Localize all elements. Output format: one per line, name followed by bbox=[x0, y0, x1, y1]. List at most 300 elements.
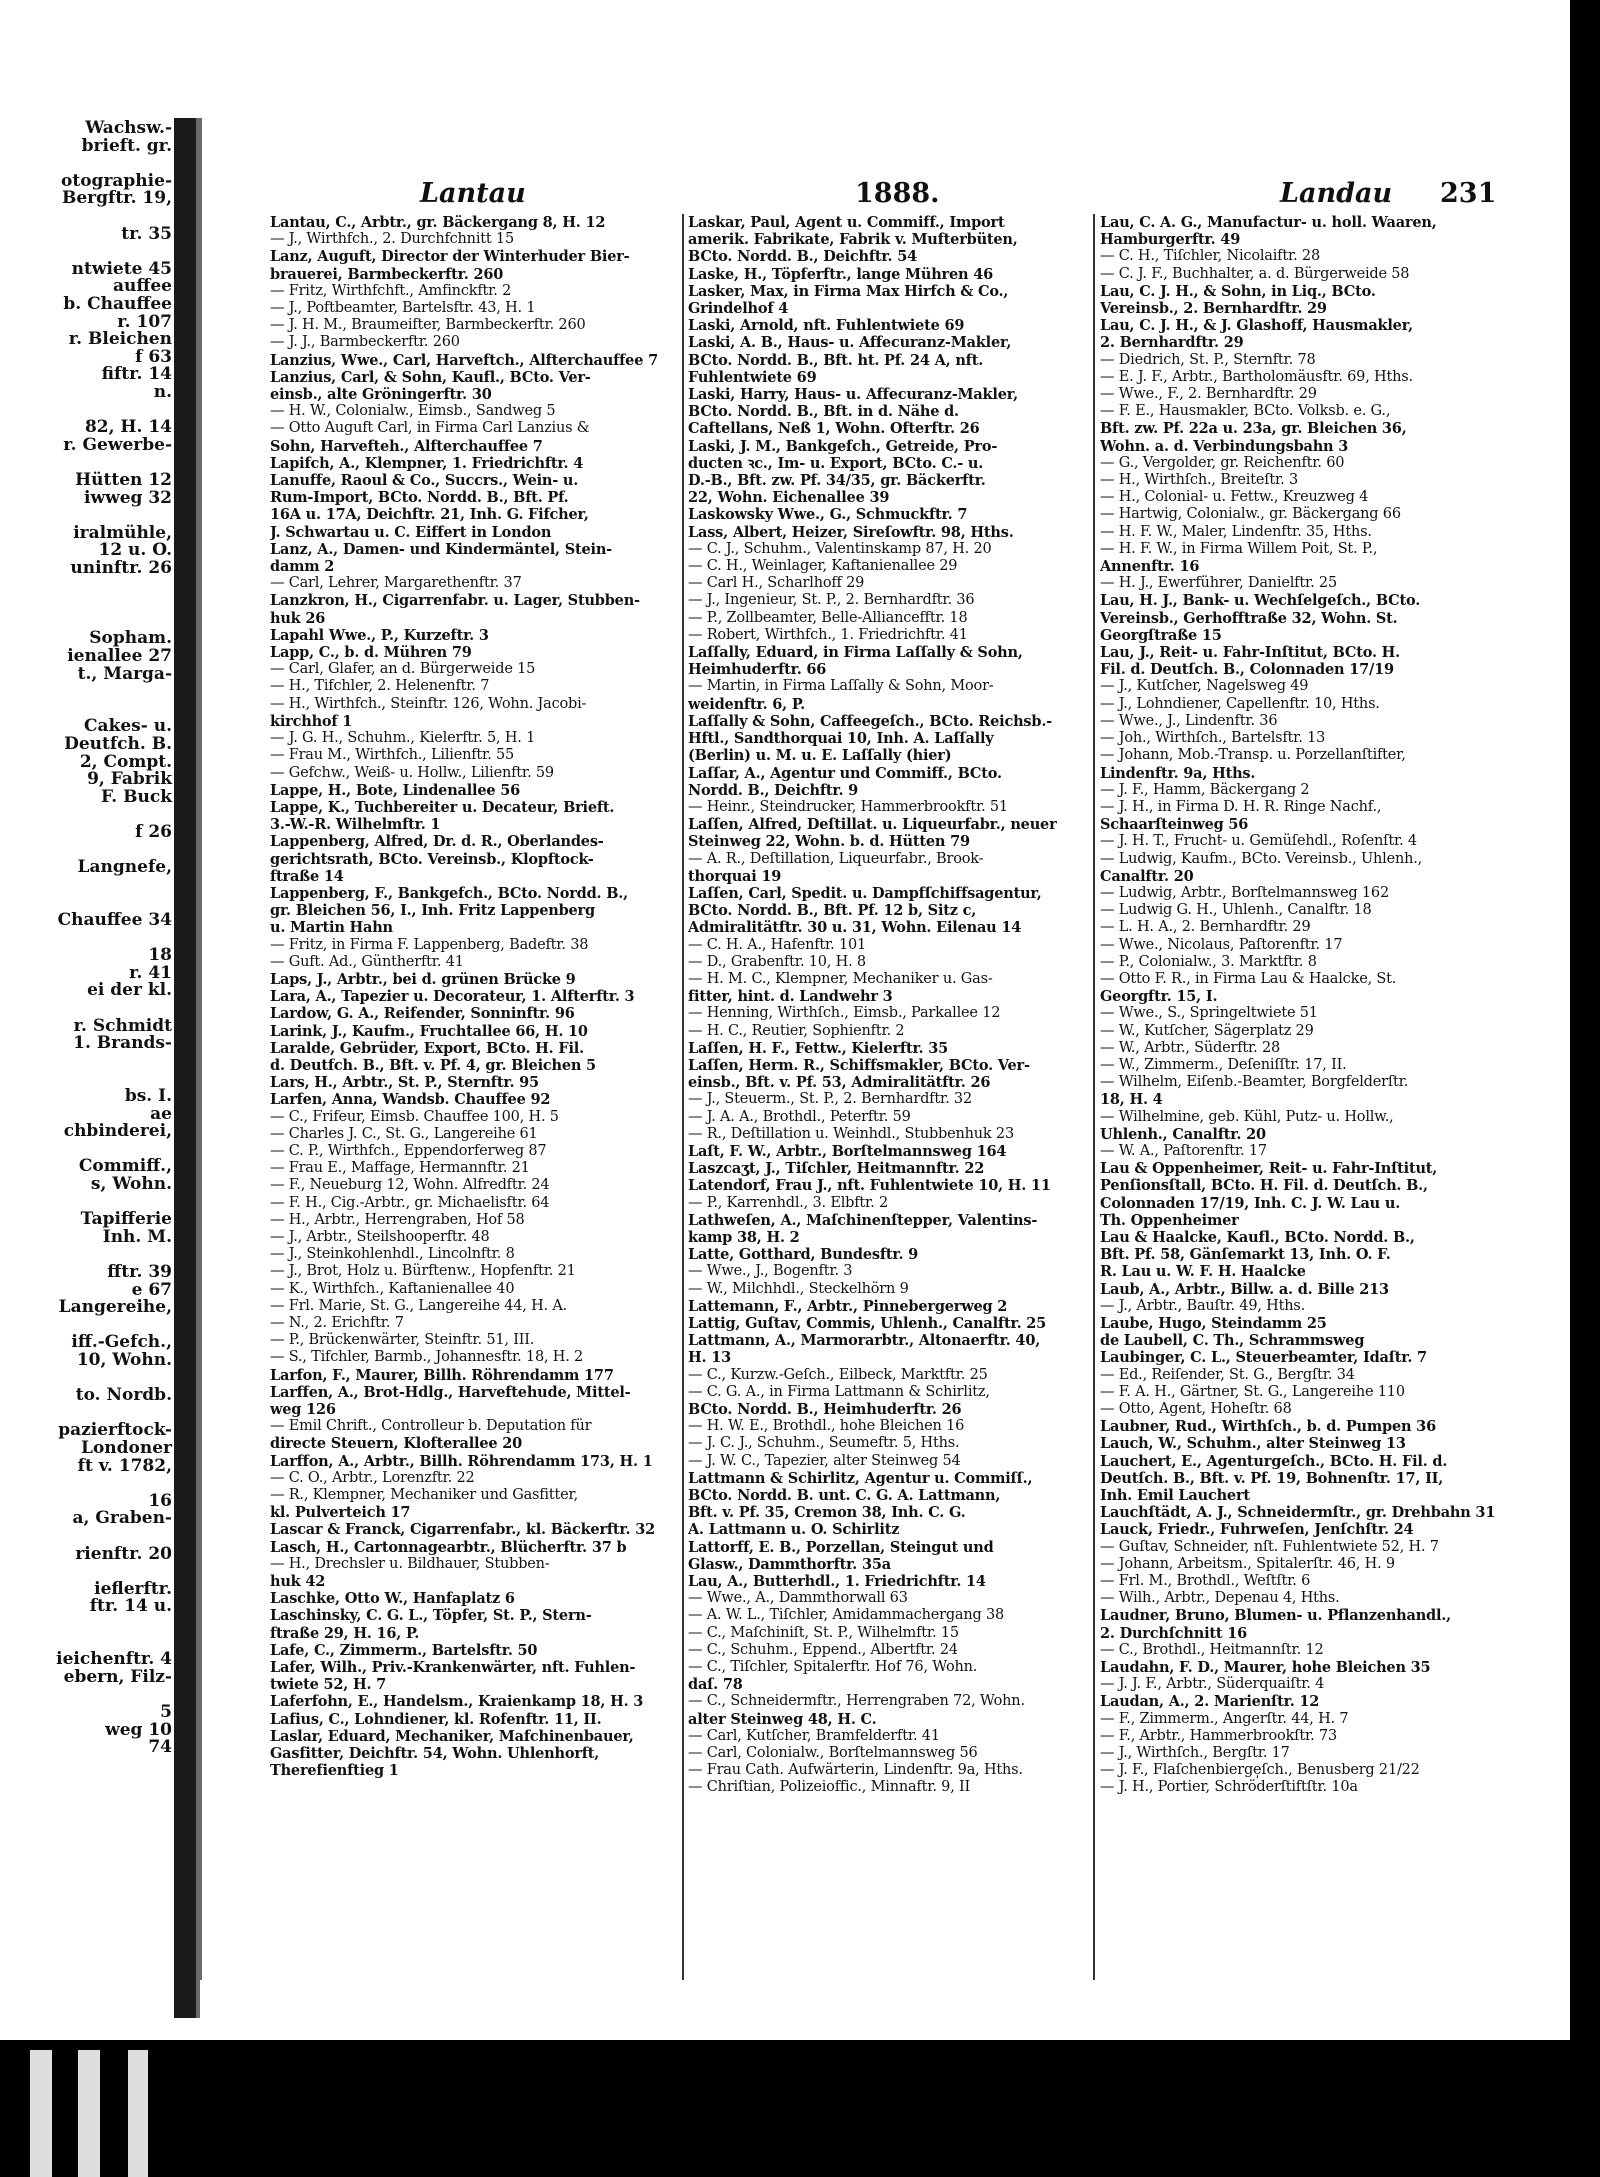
directory-entry: Lattmann, A., Marmorarbtr., Altonaerftr. 40, bbox=[688, 1332, 1041, 1350]
directory-entry: Laubner, Rud., Wirthſch., b. d. Pumpen 36 bbox=[1100, 1418, 1436, 1436]
directory-entry: Lau, A., Butterhdl., 1. Friedrichftr. 14 bbox=[688, 1573, 986, 1591]
previous-page-fragment: 74 bbox=[148, 1737, 172, 1758]
directory-entry: — J., Steuerm., St. P., 2. Bernhardftr. 32 bbox=[688, 1091, 972, 1108]
previous-page-fragment: e 67 bbox=[131, 1279, 172, 1300]
directory-entry: brauerei, Barmbeckerftr. 260 bbox=[270, 265, 504, 283]
scan-corner-marks bbox=[0, 2040, 200, 2177]
directory-entry: Laudan, A., 2. Marienſtr. 12 bbox=[1100, 1693, 1320, 1711]
previous-page-fragment: Langereihe, bbox=[58, 1297, 172, 1318]
directory-entry: — W., Kutſcher, Sägerplatz 29 bbox=[1100, 1022, 1314, 1039]
directory-entry: — F., Zimmerm., Angerſtr. 44, H. 7 bbox=[1100, 1710, 1349, 1727]
directory-entry: ftraße 29, H. 16, P. bbox=[270, 1624, 420, 1642]
directory-entry: Rum-Import, BCto. Nordd. B., Bft. Pf. bbox=[270, 489, 569, 507]
directory-entry: Lantau, C., Arbtr., gr. Bäckergang 8, H. 12 bbox=[270, 214, 606, 231]
directory-entry: alter Steinweg 48, H. C. bbox=[688, 1710, 877, 1728]
directory-entry: Inh. Emil Lauchert bbox=[1100, 1487, 1250, 1505]
directory-entry: — Charles J. C., St. G., Langereihe 61 bbox=[270, 1125, 538, 1142]
directory-entry: — C. J. F., Buchhalter, a. d. Bürgerweide 58 bbox=[1100, 265, 1410, 282]
page-number: 231 bbox=[1440, 178, 1497, 209]
directory-entry: — Guſtav, Schneider, nſt. Fuhlentwiete 52, H. 7 bbox=[1100, 1538, 1439, 1555]
directory-entry: — Otto F. R., in Firma Lau & Haalcke, St. bbox=[1100, 970, 1397, 987]
directory-entry: — H., Colonial- u. Fettw., Kreuzweg 4 bbox=[1100, 489, 1369, 506]
directory-entry: — J. G. H., Schuhm., Kielerftr. 5, H. 1 bbox=[270, 730, 536, 747]
previous-page-fragment: fiftr. 14 bbox=[101, 364, 172, 385]
book-gutter-edge bbox=[196, 118, 202, 2018]
previous-page-fragment: 9, Fabrik bbox=[87, 769, 172, 790]
previous-page-fragment: Tapifferie bbox=[80, 1209, 172, 1230]
directory-entry: — J., Kutſcher, Nagelsweg 49 bbox=[1100, 678, 1309, 695]
directory-entry: d. Deutfch. B., Bft. v. Pf. 4, gr. Bleichen 5 bbox=[270, 1056, 596, 1074]
previous-page-fragment: ae bbox=[150, 1103, 172, 1124]
previous-page-fragment: rienftr. 20 bbox=[75, 1543, 172, 1564]
directory-entry: Lass, Albert, Heizer, Sireſowftr. 98, Hths. bbox=[688, 523, 1014, 541]
directory-entry: — F. H., Cig.-Arbtr., gr. Michaelisftr. 64 bbox=[270, 1194, 550, 1211]
previous-page-fragment: n. bbox=[153, 382, 172, 402]
previous-page-fragment: 5 bbox=[160, 1702, 172, 1722]
directory-entry: Lau, J., Reit- u. Fahr-Inſtitut, BCto. H. bbox=[1100, 644, 1401, 662]
directory-entry: — J. H. T., Frucht- u. Gemüſehdl., Roſenſtr. 4 bbox=[1100, 833, 1417, 850]
directory-entry: Lanz, A., Damen- und Kindermäntel, Stein- bbox=[270, 540, 613, 558]
directory-entry: — H. J., Ewerführer, Danielftr. 25 bbox=[1100, 575, 1337, 592]
directory-entry: Vereinsb., 2. Bernhardftr. 29 bbox=[1100, 300, 1327, 318]
directory-entry: — A. R., Deſtillation, Liqueurfabr., Brook- bbox=[688, 850, 984, 867]
directory-entry: — C. J., Schuhm., Valentinskamp 87, H. 20 bbox=[688, 540, 992, 557]
directory-entry: Bft. Pf. 58, Gänſemarkt 13, Inh. O. F. bbox=[1100, 1246, 1391, 1264]
directory-entry: — Ludwig G. H., Uhlenh., Canalftr. 18 bbox=[1100, 902, 1372, 919]
directory-entry: Laſſen, H. F., Fettw., Kielerftr. 35 bbox=[688, 1039, 949, 1057]
directory-entry: — Frau E., Maffage, Hermannftr. 21 bbox=[270, 1160, 530, 1177]
previous-page-fragment: ntwiete 45 bbox=[71, 258, 172, 279]
directory-entry: H. 13 bbox=[688, 1349, 731, 1367]
directory-entry: Lafius, C., Lohndiener, kl. Rofenftr. 11, II. bbox=[270, 1710, 602, 1728]
previous-page-fragment: ei der kl. bbox=[87, 980, 172, 1001]
directory-entry: Laudner, Bruno, Blumen- u. Pflanzenhandl., bbox=[1100, 1607, 1451, 1625]
directory-entry: — C. H., Weinlager, Kaftanienallee 29 bbox=[688, 558, 958, 575]
directory-entry: Lars, H., Arbtr., St. P., Sternftr. 95 bbox=[270, 1074, 539, 1092]
directory-entry: Lafer, Wilh., Priv.-Krankenwärter, nft. Fuhlen- bbox=[270, 1659, 636, 1677]
previous-page-fragment: s, Wohn. bbox=[90, 1174, 172, 1194]
directory-entry: Laschke, Otto W., Hanfaplatz 6 bbox=[270, 1590, 515, 1608]
directory-entry: Lindenftr. 9a, Hths. bbox=[1100, 764, 1256, 782]
previous-page-fragment: fftr. 39 bbox=[107, 1262, 172, 1282]
directory-entry: — Wwe., F., 2. Bernhardftr. 29 bbox=[1100, 386, 1317, 403]
directory-entry: — C., Maſchiniſt, St. P., Wilhelmftr. 15 bbox=[688, 1624, 959, 1641]
directory-entry: Lardow, G. A., Reifender, Sonninftr. 96 bbox=[270, 1005, 575, 1023]
directory-entry: — H., Wirthſch., Breiteſtr. 3 bbox=[1100, 472, 1299, 489]
directory-entry: Laubinger, C. L., Steuerbeamter, Idaſtr. 7 bbox=[1100, 1349, 1427, 1367]
directory-entry: ducten ꝛc., Im- u. Export, BCto. C.- u. bbox=[688, 454, 984, 472]
directory-entry: Glasw., Dammthorftr. 35a bbox=[688, 1555, 891, 1573]
directory-entry: Grindelhof 4 bbox=[688, 300, 789, 318]
column-divider bbox=[1093, 214, 1095, 1984]
directory-entry: — J. A. A., Brothdl., Peterftr. 59 bbox=[688, 1108, 911, 1125]
directory-entry: — Ludwig, Kaufm., BCto. Vereinsb., Uhlenh., bbox=[1100, 850, 1423, 867]
directory-entry: Larfon, F., Maurer, Billh. Röhrendamm 177 bbox=[270, 1366, 614, 1384]
directory-entry: gerichtsrath, BCto. Vereinsb., Klopftock- bbox=[270, 850, 594, 868]
directory-entry: Deutſch. B., Bft. v. Pf. 19, Bohnenſtr. 17, II, bbox=[1100, 1469, 1444, 1487]
directory-entry: Hamburgerftr. 49 bbox=[1100, 231, 1241, 249]
directory-entry: — J., Brot, Holz u. Bürftenw., Hopfenftr. 21 bbox=[270, 1263, 576, 1280]
directory-entry: — H. W., Colonialw., Eimsb., Sandweg 5 bbox=[270, 403, 556, 420]
directory-entry: Bft. zw. Pf. 22a u. 23a, gr. Bleichen 36, bbox=[1100, 420, 1407, 438]
previous-page-fragment: pazierftock- bbox=[58, 1420, 172, 1441]
directory-entry: huk 42 bbox=[270, 1573, 326, 1591]
directory-entry: Lasker, Max, in Firma Max Hirfch & Co., bbox=[688, 282, 1009, 300]
directory-entry: Lascar & Franck, Cigarrenfabr., kl. Bäckerftr. 32 bbox=[270, 1521, 656, 1539]
page-header bbox=[270, 178, 1500, 210]
previous-page-fragment: r. Bleichen bbox=[68, 329, 172, 350]
previous-page-fragment: Inh. M. bbox=[102, 1226, 172, 1247]
previous-page-fragment: ebern, Filz- bbox=[63, 1666, 172, 1687]
directory-entry: — Frau M., Wirthfch., Lilienftr. 55 bbox=[270, 747, 515, 764]
directory-entry: — C., Kurzw.-Geſch., Eilbeck, Marktftr. 25 bbox=[688, 1366, 988, 1383]
directory-entry: — Wilhelmine, geb. Kühl, Putz- u. Hollw., bbox=[1100, 1108, 1394, 1125]
directory-entry: — C., Brothdl., Heitmannſtr. 12 bbox=[1100, 1641, 1324, 1658]
directory-entry: — F. E., Hausmakler, BCto. Volksb. e. G., bbox=[1100, 403, 1391, 420]
previous-page-fragment: iwweg 32 bbox=[83, 487, 172, 508]
directory-entry: Lattmann & Schirlitz, Agentur u. Commiſſ., bbox=[688, 1469, 1033, 1487]
directory-entry: Laſſar, A., Agentur und Commiff., BCto. bbox=[688, 764, 1002, 782]
directory-entry: Laralde, Gebrüder, Export, BCto. H. Fil. bbox=[270, 1039, 584, 1057]
directory-entry: Colonnaden 17/19, Inh. C. J. W. Lau u. bbox=[1100, 1194, 1401, 1212]
directory-entry: BCto. Nordd. B., Deichftr. 54 bbox=[688, 248, 918, 266]
directory-entry: — H. M. C., Klempner, Mechaniker u. Gas- bbox=[688, 970, 993, 987]
directory-entry: D.-B., Bft. zw. Pf. 34/35, gr. Bäckerftr. bbox=[688, 472, 986, 490]
scan-bottom-border bbox=[0, 2040, 1600, 2177]
directory-entry: — Wwe., Nicolaus, Paſtorenftr. 17 bbox=[1100, 936, 1343, 953]
directory-entry: — J., Wirthfch., 2. Durchfchnitt 15 bbox=[270, 231, 514, 248]
directory-entry: BCto. Nordd. B., Bft. Pf. 12 b, Sitz c, bbox=[688, 902, 977, 920]
directory-entry: — Ed., Reiſender, St. G., Bergſtr. 34 bbox=[1100, 1366, 1355, 1383]
directory-entry: Penſionsſtall, BCto. H. Fil. d. Deutſch. B., bbox=[1100, 1177, 1428, 1195]
directory-entry: Th. Oppenheimer bbox=[1100, 1211, 1239, 1229]
directory-entry: Steinweg 22, Wohn. b. d. Hütten 79 bbox=[688, 833, 970, 851]
directory-entry: — H., Drechsler u. Bildhauer, Stubben- bbox=[270, 1555, 550, 1572]
directory-entry: Laschinsky, C. G. L., Töpfer, St. P., Stern- bbox=[270, 1607, 592, 1625]
directory-entry: — Wilh., Arbtr., Depenau 4, Hths. bbox=[1100, 1590, 1340, 1607]
directory-entry: — Fritz, in Firma F. Lappenberg, Badeftr. 38 bbox=[270, 936, 589, 953]
previous-page-fragment: Commiff., bbox=[78, 1156, 172, 1177]
directory-entry: Laube, Hugo, Steindamm 25 bbox=[1100, 1315, 1327, 1332]
header-right-catchword: Landau bbox=[1280, 178, 1393, 209]
directory-entry: Lattig, Guſtav, Commis, Uhlenh., Canalftr. 25 bbox=[688, 1315, 1047, 1332]
directory-entry: — Wwe., J., Bogenftr. 3 bbox=[688, 1263, 853, 1280]
previous-page-fragment: F. Buck bbox=[100, 786, 172, 807]
directory-entry: 2. Bernhardftr. 29 bbox=[1100, 334, 1244, 352]
directory-entry: Larffon, A., Arbtr., Billh. Röhrendamm 173, H. 1 bbox=[270, 1452, 653, 1470]
directory-entry: Schaarſteinweg 56 bbox=[1100, 816, 1249, 834]
directory-entry: Laſſen, Alfred, Deſtillat. u. Liqueurfabr., neuer bbox=[688, 816, 1057, 834]
directory-entry: — P., Colonialw., 3. Marktftr. 8 bbox=[1100, 953, 1317, 970]
directory-entry: 16A u. 17A, Deichftr. 21, Inh. G. Fifcher, bbox=[270, 506, 589, 524]
previous-page-fragment: ft v. 1782, bbox=[77, 1455, 172, 1476]
directory-entry: — Hartwig, Colonialw., gr. Bäckergang 66 bbox=[1100, 506, 1401, 523]
directory-entry: Lathweſen, A., Maſchinenſtepper, Valentins- bbox=[688, 1211, 1038, 1229]
directory-entry: Lau, C. J. H., & J. Glashoff, Hausmakler, bbox=[1100, 317, 1413, 335]
directory-entry: Laski, J. M., Bankgefch., Getreide, Pro- bbox=[688, 437, 998, 455]
previous-page-fragment: 18 bbox=[148, 945, 172, 966]
directory-entry: — F., Neueburg 12, Wohn. Alfredftr. 24 bbox=[270, 1177, 550, 1194]
previous-page-fragment: otographie- bbox=[61, 170, 172, 191]
previous-page-fragment: 16 bbox=[148, 1490, 172, 1511]
directory-entry: — J., Arbtr., Steilshooperftr. 48 bbox=[270, 1228, 490, 1245]
previous-page-fragment: f 26 bbox=[135, 822, 172, 842]
directory-entry: BCto. Nordd. B., Heimhuderftr. 26 bbox=[688, 1401, 962, 1419]
directory-entry: — D., Grabenftr. 10, H. 8 bbox=[688, 953, 866, 970]
directory-entry: — Diedrich, St. P., Sternftr. 78 bbox=[1100, 351, 1316, 368]
previous-page-fragment: bs. I. bbox=[124, 1086, 172, 1106]
previous-page-fragment: ieflerftr. bbox=[94, 1578, 172, 1599]
directory-entry: twiete 52, H. 7 bbox=[270, 1676, 387, 1694]
directory-entry: — J., Ingenieur, St. P., 2. Bernhardftr. 36 bbox=[688, 592, 975, 609]
directory-entry: — H., Arbtr., Herrengraben, Hof 58 bbox=[270, 1211, 525, 1228]
directory-entry: — J. C. J., Schuhm., Seumeftr. 5, Hths. bbox=[688, 1435, 960, 1452]
directory-entry: Annenftr. 16 bbox=[1100, 558, 1200, 576]
directory-entry: Nordd. B., Deichftr. 9 bbox=[688, 781, 859, 799]
directory-entry: weidenftr. 6, P. bbox=[688, 695, 805, 713]
directory-entry: Laſſen, Herm. R., Schiffsmakler, BCto. Ver- bbox=[688, 1056, 1030, 1074]
directory-entry: — J., Wirthſch., Bergſtr. 17 bbox=[1100, 1745, 1290, 1762]
previous-page-fragment: ieichenftr. 4 bbox=[56, 1649, 172, 1670]
directory-entry: Larink, J., Kaufm., Fruchtallee 66, H. 10 bbox=[270, 1022, 588, 1040]
directory-entry: — Henning, Wirthſch., Eimsb., Parkallee 12 bbox=[688, 1005, 1001, 1022]
directory-entry: — N., 2. Erichftr. 7 bbox=[270, 1315, 404, 1331]
directory-entry: daſ. 78 bbox=[688, 1676, 743, 1694]
directory-entry: ftraße 14 bbox=[270, 867, 344, 885]
directory-entry: — Emil Chrift., Controlleur b. Deputation für bbox=[270, 1418, 592, 1435]
directory-entry: Admiralitätftr. 30 u. 31, Wohn. Eilenau 14 bbox=[688, 919, 1022, 937]
directory-entry: Lau & Oppenheimer, Reit- u. Fahr-Inſtitut, bbox=[1100, 1160, 1438, 1178]
directory-entry: Lattemann, F., Arbtr., Pinnebergerweg 2 bbox=[688, 1297, 1008, 1315]
previous-page-fragment: 2, Compt. bbox=[79, 751, 172, 772]
directory-entry: — H., Wirthfch., Steinftr. 126, Wohn. Jacobi- bbox=[270, 695, 587, 712]
directory-entry: Lapifch, A., Klempner, 1. Friedrichftr. 4 bbox=[270, 454, 584, 472]
previous-page-fragment: r. Schmidt bbox=[73, 1015, 172, 1036]
previous-page-fragment: r. Gewerbe- bbox=[63, 434, 172, 455]
directory-entry: — P., Zollbeamter, Belle-Alliancefftr. 18 bbox=[688, 609, 968, 626]
directory-entry: — J. F., Flaſchenbierge̩ſch., Benusberg 21/22 bbox=[1100, 1762, 1420, 1779]
previous-page-fragment: ftr. 14 u. bbox=[89, 1596, 172, 1617]
directory-entry: — C., Schuhm., Eppend., Albertftr. 24 bbox=[688, 1641, 958, 1658]
directory-entry: — Ludwig, Arbtr., Borſtelmannsweg 162 bbox=[1100, 884, 1389, 901]
directory-entry: Laub, A., Arbtr., Billw. a. d. Bille 213 bbox=[1100, 1280, 1389, 1298]
directory-entry: u. Martin Hahn bbox=[270, 919, 393, 937]
directory-entry: — J. W. C., Tapezier, alter Steinweg 54 bbox=[688, 1452, 961, 1469]
previous-page-fragment: brieft. gr. bbox=[81, 135, 172, 156]
directory-entry: Fil. d. Deutſch. B., Colonnaden 17/19 bbox=[1100, 661, 1394, 679]
directory-entry: Lapahl Wwe., P., Kurzeftr. 3 bbox=[270, 626, 489, 644]
directory-entry: — P., Brückenwärter, Steinftr. 51, III. bbox=[270, 1332, 535, 1349]
directory-entry: BCto. Nordd. B. unt. C. G. A. Lattmann, bbox=[688, 1487, 1001, 1505]
previous-page-fragment: tr. 35 bbox=[121, 223, 172, 244]
directory-entry: thorquai 19 bbox=[688, 867, 782, 885]
directory-entry: — Wilhelm, Eiſenb.-Beamter, Borgfelderſtr. bbox=[1100, 1074, 1409, 1091]
directory-entry: — W. A., Paſtorenftr. 17 bbox=[1100, 1142, 1267, 1159]
directory-entry: R. Lau u. W. F. H. Haalcke bbox=[1100, 1263, 1306, 1281]
column-divider bbox=[682, 214, 684, 1984]
directory-entry: Laferfohn, E., Handelsm., Kraienkamp 18, H. 3 bbox=[270, 1693, 644, 1711]
directory-entry: Laskar, Paul, Agent u. Commiff., Import bbox=[688, 214, 1005, 231]
directory-entry: Lauck, Friedr., Fuhrweſen, Jenſchſtr. 24 bbox=[1100, 1521, 1414, 1539]
previous-page-fragment: r. 41 bbox=[129, 962, 172, 983]
directory-entry: Lauchſtädt, A. J., Schneidermſtr., gr. Drehbahn 31 bbox=[1100, 1504, 1496, 1522]
directory-entry: — Frau Cath. Aufwärterin, Lindenftr. 9a, Hths. bbox=[688, 1762, 1023, 1779]
directory-entry: — J. H., in Firma D. H. R. Ringe Nachf., bbox=[1100, 798, 1382, 815]
previous-page-fragment: Londoner bbox=[80, 1438, 172, 1458]
directory-entry: J. Schwartau u. C. Eiffert in London bbox=[270, 523, 552, 541]
directory-entry: — Wwe., A., Dammthorwall 63 bbox=[688, 1590, 908, 1607]
directory-entry: — C., Schneidermftr., Herrengraben 72, Wohn. bbox=[688, 1693, 1025, 1710]
directory-entry: Lau, H. J., Bank- u. Wechſelgeſch., BCto. bbox=[1100, 592, 1421, 610]
directory-entry: — Johann, Arbeitsm., Spitalerſtr. 46, H. 9 bbox=[1100, 1555, 1395, 1572]
directory-entry: 22, Wohn. Eichenallee 39 bbox=[688, 489, 890, 507]
directory-entry: Lappenberg, Alfred, Dr. d. R., Oberlandes- bbox=[270, 833, 604, 851]
previous-page-strip bbox=[0, 120, 180, 2020]
directory-entry: Lara, A., Tapezier u. Decorateur, 1. Alfterftr. 3 bbox=[270, 988, 635, 1006]
directory-entry: Laski, A. B., Haus- u. Affecuranz-Makler, bbox=[688, 334, 1012, 352]
directory-entry: Lasch, H., Cartonnagearbtr., Blücherftr. 37 b bbox=[270, 1538, 627, 1556]
directory-entry: — J., Lohndiener, Capellenftr. 10, Hths. bbox=[1100, 695, 1380, 712]
directory-entry: einsb., alte Gröningerftr. 30 bbox=[270, 386, 492, 404]
directory-entry: Therefienftieg 1 bbox=[270, 1762, 399, 1780]
directory-entry: — W., Milchhdl., Steckelhörn 9 bbox=[688, 1280, 909, 1297]
directory-entry: Laslar, Eduard, Mechaniker, Mafchinenbauer, bbox=[270, 1727, 634, 1745]
previous-page-fragment: chbinderei, bbox=[63, 1121, 172, 1142]
directory-entry: Laske, H., Töpferftr., lange Mühren 46 bbox=[688, 265, 993, 283]
directory-entry: — E. J. F., Arbtr., Bartholomäusftr. 69, Hths. bbox=[1100, 368, 1413, 385]
directory-entry: — Frl. M., Brothdl., Weſtſtr. 6 bbox=[1100, 1573, 1311, 1590]
directory-entry: — Otto, Agent, Hoheſtr. 68 bbox=[1100, 1401, 1292, 1418]
directory-entry: — Robert, Wirthfch., 1. Friedrichftr. 41 bbox=[688, 626, 968, 643]
directory-column-3 bbox=[1100, 214, 1505, 1797]
directory-entry: Lappenberg, F., Bankgefch., BCto. Nordd. B., bbox=[270, 884, 628, 902]
directory-entry: — P., Karrenhdl., 3. Elbftr. 2 bbox=[688, 1194, 889, 1211]
directory-entry: Laſſally & Sohn, Caffeegeſch., BCto. Reichsb.- bbox=[688, 712, 1052, 730]
directory-entry: — J., Poftbeamter, Bartelsftr. 43, H. 1 bbox=[270, 300, 536, 317]
directory-entry: Lanz, Auguft, Director der Winterhuder Bier- bbox=[270, 248, 630, 266]
directory-entry: Latte, Gotthard, Bundesftr. 9 bbox=[688, 1246, 919, 1264]
directory-entry: — Carl, Kutſcher, Bramfelderftr. 41 bbox=[688, 1727, 940, 1744]
directory-entry: A. Lattmann u. O. Schirlitz bbox=[688, 1521, 900, 1539]
directory-entry: — J. H. M., Braumeifter, Barmbeckerftr. 260 bbox=[270, 317, 586, 334]
directory-entry: — J. H., Portier, Schröderſtiftſtr. 10a bbox=[1100, 1779, 1358, 1796]
directory-entry: — R., Klempner, Mechaniker und Gasfitter, bbox=[270, 1487, 579, 1504]
directory-entry: — H. F. W., Maler, Lindenftr. 35, Hths. bbox=[1100, 523, 1372, 540]
previous-page-fragment: 82, H. 14 bbox=[84, 417, 172, 438]
previous-page-fragment: Chauffee 34 bbox=[57, 910, 172, 930]
directory-entry: Uhlenh., Canalftr. 20 bbox=[1100, 1125, 1266, 1143]
directory-entry: — Carl, Glafer, an d. Bürgerweide 15 bbox=[270, 661, 536, 678]
previous-page-fragment: a, Graben- bbox=[72, 1508, 172, 1529]
directory-entry: directe Steuern, Klofterallee 20 bbox=[270, 1435, 523, 1453]
directory-entry: — Wwe., S., Springeltwiete 51 bbox=[1100, 1005, 1318, 1022]
directory-entry: — C. G. A., in Firma Lattmann & Schirlitz, bbox=[688, 1383, 990, 1400]
directory-entry: — F. A. H., Gärtner, St. G., Langereihe 110 bbox=[1100, 1383, 1405, 1400]
scan-top-margin bbox=[0, 0, 1600, 118]
directory-entry: — C. H. A., Hafenftr. 101 bbox=[688, 936, 867, 953]
directory-entry: Georgſtraße 15 bbox=[1100, 626, 1222, 644]
previous-page-fragment: 12 u. O. bbox=[98, 540, 172, 561]
directory-entry: Larfen, Anna, Wandsb. Chauffee 92 bbox=[270, 1091, 551, 1109]
directory-entry: BCto. Nordd. B., Bft. in d. Nähe d. bbox=[688, 403, 959, 421]
directory-entry: 3.-W.-R. Wilhelmftr. 1 bbox=[270, 816, 441, 834]
directory-entry: Caftellans, Neß 1, Wohn. Ofterftr. 26 bbox=[688, 420, 980, 438]
directory-entry: Hftl., Sandthorquai 10, Inh. A. Laſſally bbox=[688, 730, 994, 748]
directory-entry: — Martin, in Firma Laſſally & Sohn, Moor- bbox=[688, 678, 994, 695]
directory-entry: Lapp, C., b. d. Mühren 79 bbox=[270, 644, 472, 662]
directory-entry: Canalftr. 20 bbox=[1100, 867, 1194, 885]
directory-entry: fitter, hint. d. Landwehr 3 bbox=[688, 988, 893, 1006]
directory-entry: — F., Arbtr., Hammerbrookſtr. 73 bbox=[1100, 1727, 1337, 1744]
directory-entry: amerik. Fabrikate, Fabrik v. Mufterbüten, bbox=[688, 231, 1018, 249]
directory-entry: — C. H., Tiſchler, Nicolaiftr. 28 bbox=[1100, 248, 1320, 265]
directory-entry: 2. Durchſchnitt 16 bbox=[1100, 1624, 1247, 1642]
previous-page-fragment: auffee bbox=[113, 276, 172, 297]
previous-page-fragment: 1. Brands- bbox=[73, 1033, 172, 1054]
directory-entry: — R., Deſtillation u. Weinhdl., Stubbenhuk 23 bbox=[688, 1125, 1014, 1142]
directory-entry: Lanzkron, H., Cigarrenfabr. u. Lager, Stubben- bbox=[270, 592, 640, 610]
directory-entry: — H. W. E., Brothdl., hohe Bleichen 16 bbox=[688, 1418, 965, 1435]
previous-page-fragment: Sopham. bbox=[89, 628, 172, 649]
directory-entry: — Carl, Colonialw., Borſtelmannsweg 56 bbox=[688, 1745, 978, 1762]
previous-page-fragment: Deutfch. B. bbox=[64, 734, 172, 754]
previous-page-fragment: Bergftr. 19, bbox=[61, 188, 172, 209]
directory-entry: — Chriſtian, Polizeioffic., Minnaftr. 9, II bbox=[688, 1779, 971, 1796]
previous-page-fragment: Langnefe, bbox=[77, 857, 172, 878]
scan-right-border bbox=[1570, 0, 1600, 2177]
directory-entry: kamp 38, H. 2 bbox=[688, 1228, 800, 1246]
directory-entry: — Wwe., J., Lindenftr. 36 bbox=[1100, 712, 1278, 729]
directory-entry: Larffen, A., Brot-Hdlg., Harveftehude, Mittel- bbox=[270, 1383, 631, 1401]
directory-entry: — J., Steinkohlenhdl., Lincolnftr. 8 bbox=[270, 1246, 515, 1263]
previous-page-fragment: r. 107 bbox=[117, 311, 172, 332]
directory-entry: — Gefchw., Weiß- u. Hollw., Lilienftr. 59 bbox=[270, 764, 554, 781]
directory-entry: Laudahn, F. D., Maurer, hohe Bleichen 35 bbox=[1100, 1659, 1431, 1677]
directory-entry: Laszcaʒt, J., Tiſchler, Heitmannftr. 22 bbox=[688, 1160, 985, 1178]
directory-entry: Lau, C. A. G., Manufactur- u. holl. Waaren, bbox=[1100, 214, 1437, 231]
directory-entry: Laſſally, Eduard, in Firma Laſſally & Sohn, bbox=[688, 644, 1023, 662]
directory-entry: — J. J. F., Arbtr., Süderquaiſtr. 4 bbox=[1100, 1676, 1325, 1693]
directory-entry: — J., Arbtr., Bauſtr. 49, Hths. bbox=[1100, 1297, 1306, 1314]
directory-entry: Laski, Harry, Haus- u. Affecuranz-Makler, bbox=[688, 386, 1018, 404]
directory-entry: (Berlin) u. M. u. E. Laſſally (hier) bbox=[688, 747, 952, 765]
directory-entry: Laskowsky Wwe., G., Schmuckftr. 7 bbox=[688, 506, 968, 524]
directory-entry: Laſt, F. W., Arbtr., Borſtelmannsweg 164 bbox=[688, 1142, 1007, 1160]
directory-entry: Fuhlentwiete 69 bbox=[688, 368, 817, 386]
directory-entry: — Johann, Mob.-Transp. u. Porzellanſtifter, bbox=[1100, 747, 1406, 764]
directory-entry: Lanzius, Carl, & Sohn, Kaufl., BCto. Ver- bbox=[270, 368, 591, 386]
directory-entry: Laſſen, Carl, Spedit. u. Dampfſchiffsagentur, bbox=[688, 884, 1042, 902]
directory-entry: — G., Vergolder, gr. Reichenftr. 60 bbox=[1100, 454, 1345, 471]
directory-entry: Lau & Haalcke, Kaufl., BCto. Nordd. B., bbox=[1100, 1228, 1415, 1246]
header-left-catchword: Lantau bbox=[420, 178, 526, 209]
directory-entry: Lauch, W., Schuhm., alter Steinweg 13 bbox=[1100, 1435, 1406, 1453]
directory-entry: damm 2 bbox=[270, 558, 335, 576]
directory-entry: — K., Wirthfch., Kaftanienallee 40 bbox=[270, 1280, 515, 1297]
directory-entry: huk 26 bbox=[270, 609, 326, 627]
directory-entry: — C. O., Arbtr., Lorenzftr. 22 bbox=[270, 1469, 475, 1486]
directory-entry: 18, H. 4 bbox=[1100, 1091, 1163, 1109]
directory-entry: Laps, J., Arbtr., bei d. grünen Brücke 9 bbox=[270, 970, 576, 988]
directory-entry: — W., Arbtr., Süderftr. 28 bbox=[1100, 1039, 1281, 1056]
directory-entry: kirchhof 1 bbox=[270, 712, 353, 730]
directory-entry: BCto. Nordd. B., Bft. ht. Pf. 24 A, nft. bbox=[688, 351, 984, 369]
directory-entry: de Laubell, C. Th., Schrammsweg bbox=[1100, 1332, 1365, 1350]
previous-page-fragment: iralmühle, bbox=[73, 522, 172, 543]
previous-page-fragment: iff.-Gefch., bbox=[71, 1332, 172, 1353]
previous-page-fragment: Hütten 12 bbox=[75, 470, 172, 490]
directory-entry: — C., Tiſchler, Spitalerftr. Hof 76, Wohn. bbox=[688, 1659, 978, 1676]
